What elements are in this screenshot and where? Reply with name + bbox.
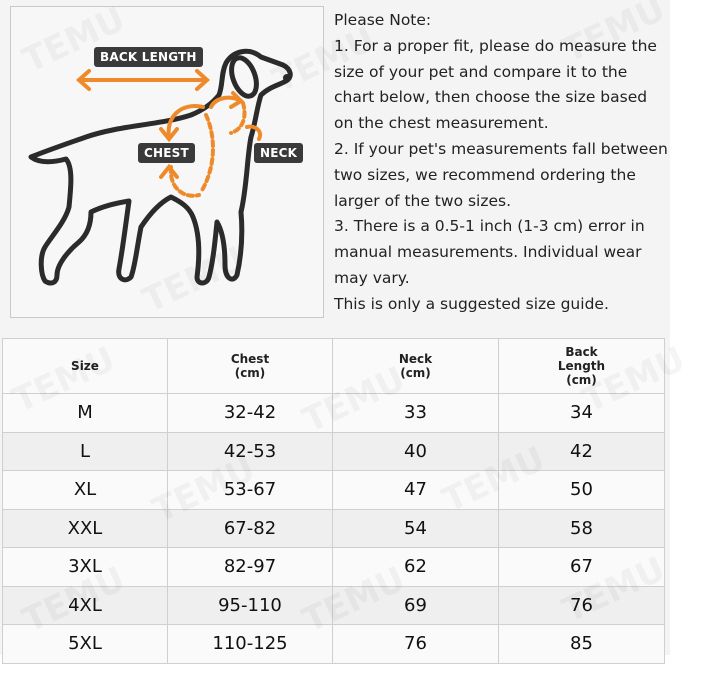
cell-chest: 53-67: [168, 471, 333, 510]
table-row: [3, 625, 665, 664]
cell-back: 50: [499, 471, 665, 510]
cell-size: M: [3, 394, 168, 433]
cell-size: 5XL: [3, 625, 168, 664]
table-row: [3, 432, 665, 471]
cell-neck: 47: [333, 471, 499, 510]
chest-label: CHEST: [138, 143, 195, 163]
neck-label: NECK: [254, 143, 303, 163]
cell-chest: 42-53: [168, 432, 333, 471]
cell-neck: 54: [333, 509, 499, 548]
cell-neck: 69: [333, 586, 499, 625]
header-size: Size: [3, 339, 168, 394]
table-row: [3, 586, 665, 625]
notes-heading: Please Note:: [334, 11, 432, 29]
table-row: [3, 394, 665, 433]
table-header-row: [3, 339, 665, 394]
back-length-arrow: [79, 71, 207, 89]
cell-neck: 40: [333, 432, 499, 471]
cell-chest: 32-42: [168, 394, 333, 433]
cell-size: XL: [3, 471, 168, 510]
dog-outline: [31, 51, 290, 283]
table-row: [3, 509, 665, 548]
cell-back: 76: [499, 586, 665, 625]
cell-neck: 62: [333, 548, 499, 587]
header-chest: Chest (cm): [168, 339, 333, 394]
cell-back: 85: [499, 625, 665, 664]
note-item: 3. There is a 0.5-1 inch (1-3 cm) error in manual measurements. Individual wear may vary.: [334, 217, 645, 287]
cell-neck: 76: [333, 625, 499, 664]
cell-size: 3XL: [3, 548, 168, 587]
cell-chest: 67-82: [168, 509, 333, 548]
dog-nose: [283, 74, 291, 82]
cell-back: 67: [499, 548, 665, 587]
cell-neck: 33: [333, 394, 499, 433]
cell-chest: 110-125: [168, 625, 333, 664]
cell-back: 58: [499, 509, 665, 548]
cell-size: L: [3, 432, 168, 471]
notes-block: [334, 8, 670, 318]
cell-chest: 82-97: [168, 548, 333, 587]
cell-size: 4XL: [3, 586, 168, 625]
cell-back: 34: [499, 394, 665, 433]
cell-size: XXL: [3, 509, 168, 548]
back-length-label: BACK LENGTH: [94, 47, 203, 67]
notes-footer: This is only a suggested size guide.: [334, 294, 609, 313]
header-neck: Neck (cm): [333, 339, 499, 394]
header-back-length: Back Length (cm): [499, 339, 665, 394]
dog-measurement-diagram: [10, 6, 324, 318]
note-item: 2. If your pet's measurements fall between two sizes, we recommend ordering the larger of the two sizes.: [334, 139, 668, 210]
note-item: 1. For a proper fit, please do measure the size of your pet and compare it to the chart below, then choose the size based on the chest measurement.: [334, 36, 657, 133]
cell-chest: 95-110: [168, 586, 333, 625]
size-chart-table: [2, 338, 665, 664]
cell-back: 42: [499, 432, 665, 471]
table-row: [3, 471, 665, 510]
table-row: [3, 548, 665, 587]
